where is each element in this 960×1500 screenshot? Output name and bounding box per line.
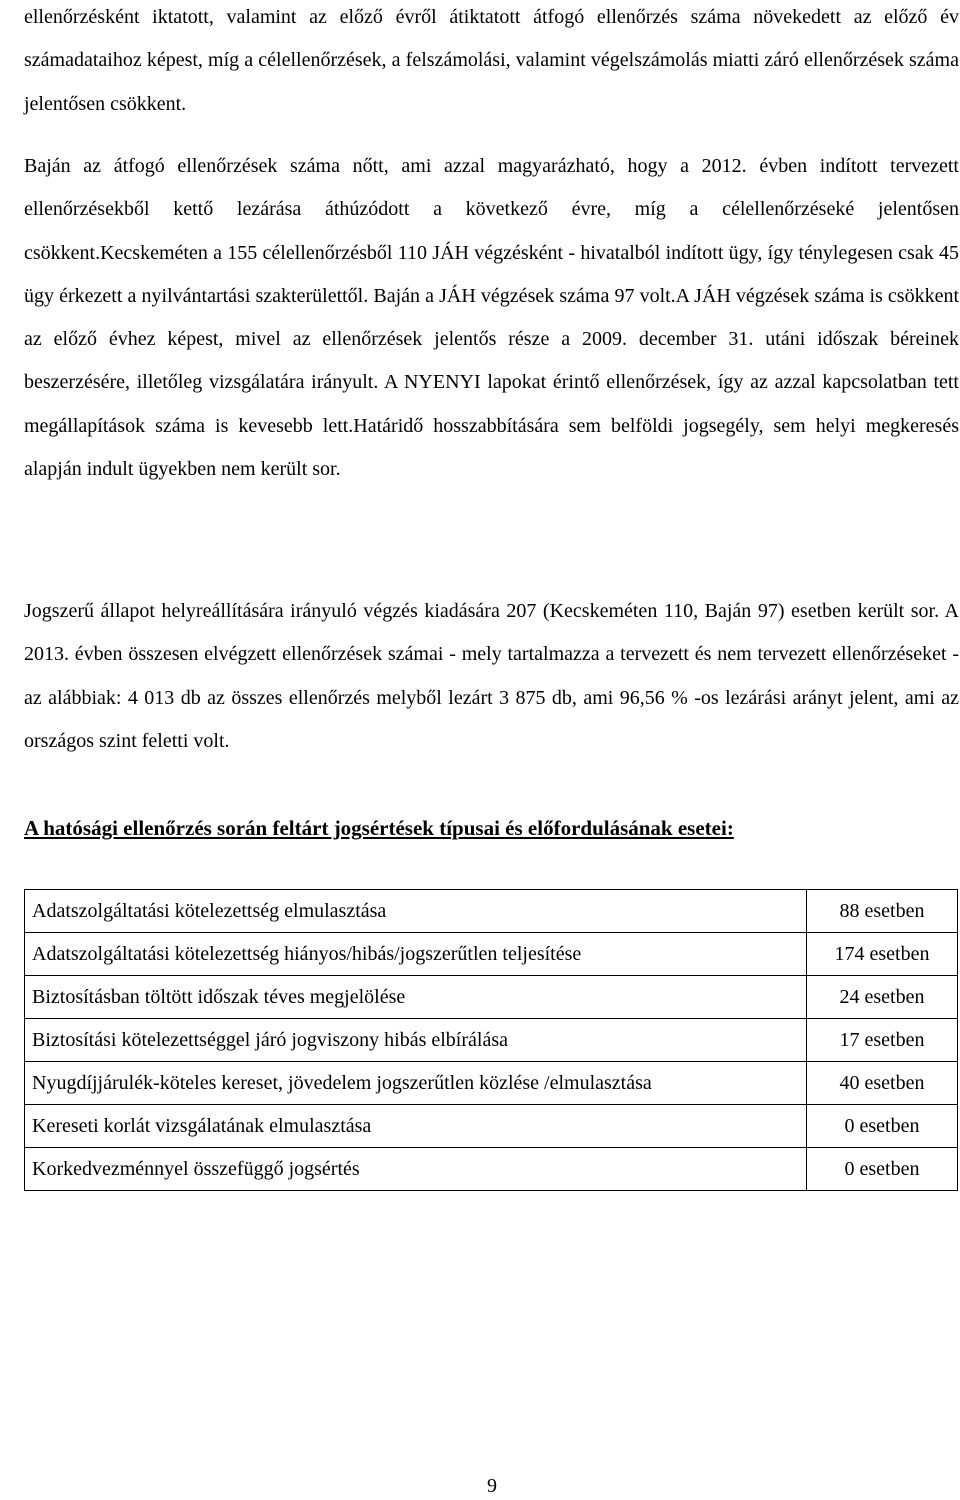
table-row — [25, 1062, 958, 1105]
violation-type-cell: Biztosításban töltött időszak téves megjelölése — [25, 976, 807, 1019]
paragraph-restoration-totals: Jogszerű állapot helyreállítására irányuló végzés kiadására 207 (Kecskeméten 110, Baján 97) esetben került sor. A 2013. évben összesen elvégzett ellenőrzések számai - mely tartalmazza a tervezett és nem tervezett ellenőrzéseket - az alábbiak: 4 013 db az összes ellenőrzés melyből lezárt 3 875 db, ami 96,56 % -os lezárási arányt jelent, ami az országos szint feletti volt. — [24, 600, 959, 752]
table-row — [25, 1148, 958, 1191]
violations-table — [24, 889, 958, 1191]
violation-type-cell: Korkedvezménnyel összefüggő jogsértés — [25, 1148, 807, 1191]
table-row — [25, 1105, 958, 1148]
violation-count-cell: 40 esetben — [807, 1062, 958, 1105]
violation-type-cell: Adatszolgáltatási kötelezettség elmulasztása — [25, 890, 807, 933]
violation-type-cell: Nyugdíjjárulék-köteles kereset, jövedelem jogszerűtlen közlése /elmulasztása — [25, 1062, 807, 1105]
page-number: 9 — [487, 1475, 497, 1497]
paragraph-baja-kecskemet: Baján az átfogó ellenőrzések száma nőtt, ami azzal magyarázható, hogy a 2012. évben indított tervezett ellenőrzésekből kettő lezárása áthúzódott a következő évre, míg a célellenőrzéseké jelentősen csökkent.Kecskeméten a 155 célellenőrzésből 110 JÁH végzésként - hivatalból indított ügy, így ténylegesen csak 45 ügy érkezett a nyilvántartási szakterülettől. Baján a JÁH végzések száma 97 volt.A JÁH végzések száma is csökkent az előző évhez képest, mivel az ellenőrzések jelentős része a 2009. december 31. utáni időszak béreinek beszerzésére, illetőleg vizsgálatára irányult. A NYENYI lapokat érintő ellenőrzések, így az azzal kapcsolatban tett megállapítások száma is kevesebb lett.Határidő hosszabbítására sem belföldi jogsegély, sem helyi megkeresés alapján indult ügyekben nem került sor. — [24, 155, 959, 481]
violation-count-cell: 0 esetben — [807, 1105, 958, 1148]
violation-type-cell: Biztosítási kötelezettséggel járó jogviszony hibás elbírálása — [25, 1019, 807, 1062]
violation-count-cell: 88 esetben — [807, 890, 958, 933]
table-row — [25, 976, 958, 1019]
violation-count-cell: 174 esetben — [807, 933, 958, 976]
violation-count-cell: 24 esetben — [807, 976, 958, 1019]
violation-count-cell: 17 esetben — [807, 1019, 958, 1062]
violation-type-cell: Kereseti korlát vizsgálatának elmulasztása — [25, 1105, 807, 1148]
paragraph-inspections-summary: ellenőrzésként iktatott, valamint az előző évről átiktatott átfogó ellenőrzés száma növekedett az előző év számadataihoz képest, míg a célellenőrzések, a felszámolási, valamint végelszámolás miatti záró ellenőrzések száma jelentősen csökkent. — [24, 6, 959, 115]
violation-type-cell: Adatszolgáltatási kötelezettség hiányos/hibás/jogszerűtlen teljesítése — [25, 933, 807, 976]
violation-count-cell: 0 esetben — [807, 1148, 958, 1191]
section-heading: A hatósági ellenőrzés során feltárt jogsértések típusai és előfordulásának esetei: — [24, 816, 734, 840]
table-row — [25, 890, 958, 933]
table-row — [25, 933, 958, 976]
table-row — [25, 1019, 958, 1062]
